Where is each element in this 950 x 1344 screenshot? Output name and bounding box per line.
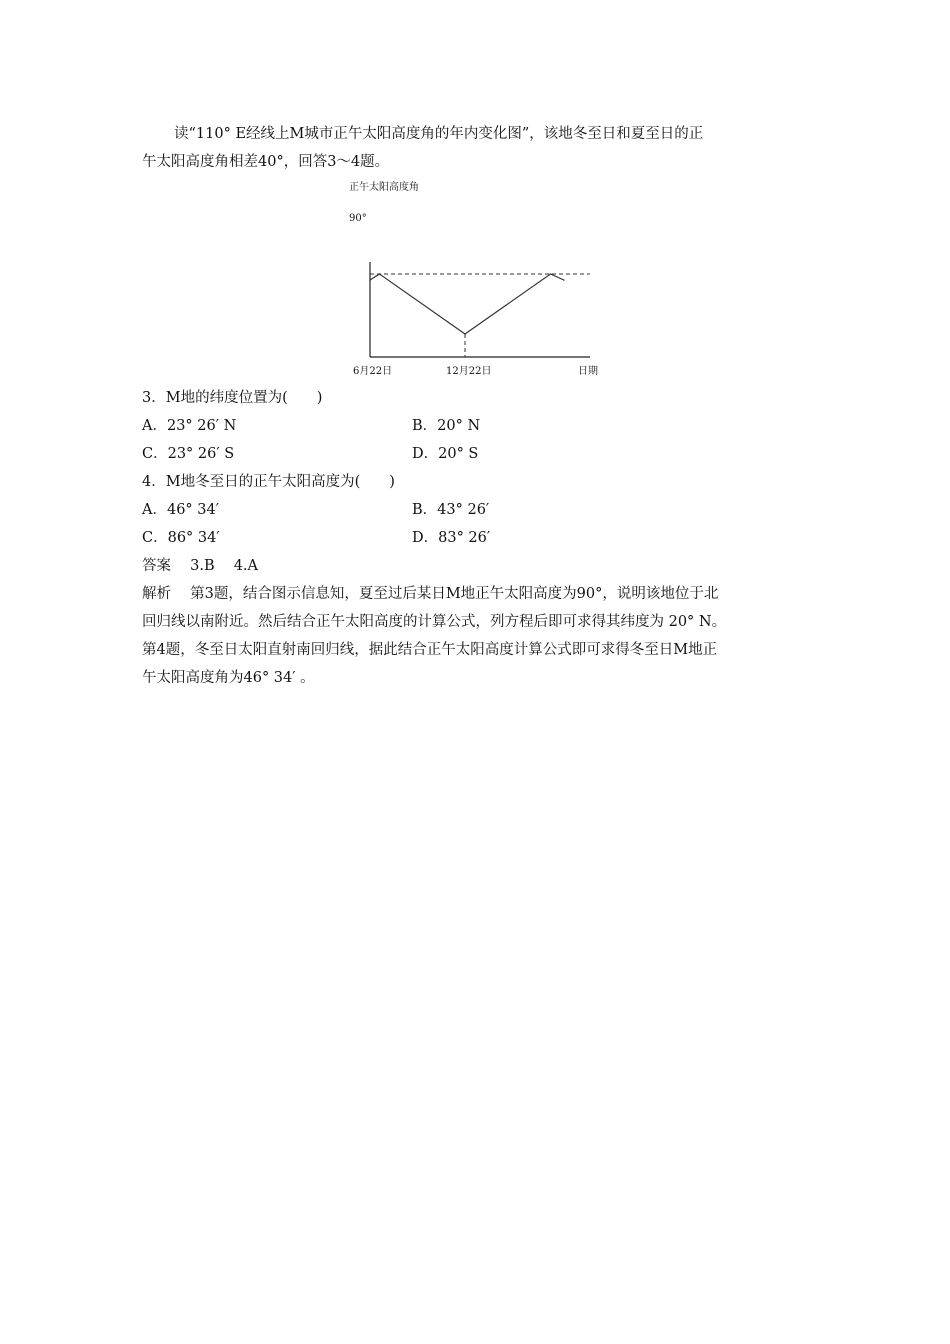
analysis-line-4: 午太阳高度角为46° 34′ 。 [142, 670, 315, 686]
question-3-options-row-1 [142, 412, 812, 440]
question-3-stem: 3．M地的纬度位置为( ) [142, 390, 323, 406]
question-4-options-row-1 [142, 496, 812, 524]
question-3-option-b: B．20° N [412, 418, 481, 434]
question-3-option-a: A．23° 26′ N [142, 418, 237, 434]
data-point-1 [379, 273, 381, 275]
solar-altitude-chart [142, 176, 812, 384]
analysis-line-1: 解析 第3题，结合图示信息知，夏至过后某日M地正午太阳高度为90°，说明该地位于北 [142, 586, 719, 602]
question-4-option-b: B．43° 26′ [412, 502, 490, 518]
question-4-option-a: A．46° 34′ [142, 502, 220, 518]
solar-altitude-figure [142, 176, 812, 384]
analysis-line-3: 第4题，冬至日太阳直射南回归线，据此结合正午太阳高度计算公式即可求得冬至日M地正 [142, 642, 718, 658]
data-point-3 [550, 273, 552, 275]
x-axis-label: 日期 [578, 366, 598, 377]
question-4-stem: 4．M地冬至日的正午太阳高度为( ) [142, 474, 395, 490]
document-page [142, 120, 812, 692]
y-axis-label: 正午太阳高度角 [349, 182, 419, 193]
question-3-option-c: C．23° 26′ S [142, 446, 235, 462]
data-point-2 [464, 333, 466, 335]
data-point-0 [369, 279, 371, 281]
data-point-4 [563, 279, 565, 281]
question-4-option-c: C．86° 34′ [142, 530, 220, 546]
question-3-option-d: D．20° S [412, 446, 479, 462]
intro-line-2: 午太阳高度角相差40°，回答3～4题。 [142, 154, 390, 170]
intro-line-1: 读“110° E经线上M城市正午太阳高度角的年内变化图”，该地冬至日和夏至日的正 [174, 126, 704, 142]
solar-altitude-series-line [370, 274, 564, 334]
question-3-options-row-2 [142, 440, 812, 468]
x-tick-label-jun: 6月22日 [353, 366, 393, 377]
question-4-options-row-2 [142, 524, 812, 552]
analysis-line-2: 回归线以南附近。然后结合正午太阳高度的计算公式，列方程后即可求得其纬度为 20° N。 [142, 614, 727, 630]
y-tick-label: 90° [349, 213, 367, 224]
x-tick-label-dec: 12月22日 [446, 366, 492, 377]
question-4-option-d: D．83° 26′ [412, 530, 491, 546]
answer-line: 答案 3.B 4.A [142, 558, 259, 574]
